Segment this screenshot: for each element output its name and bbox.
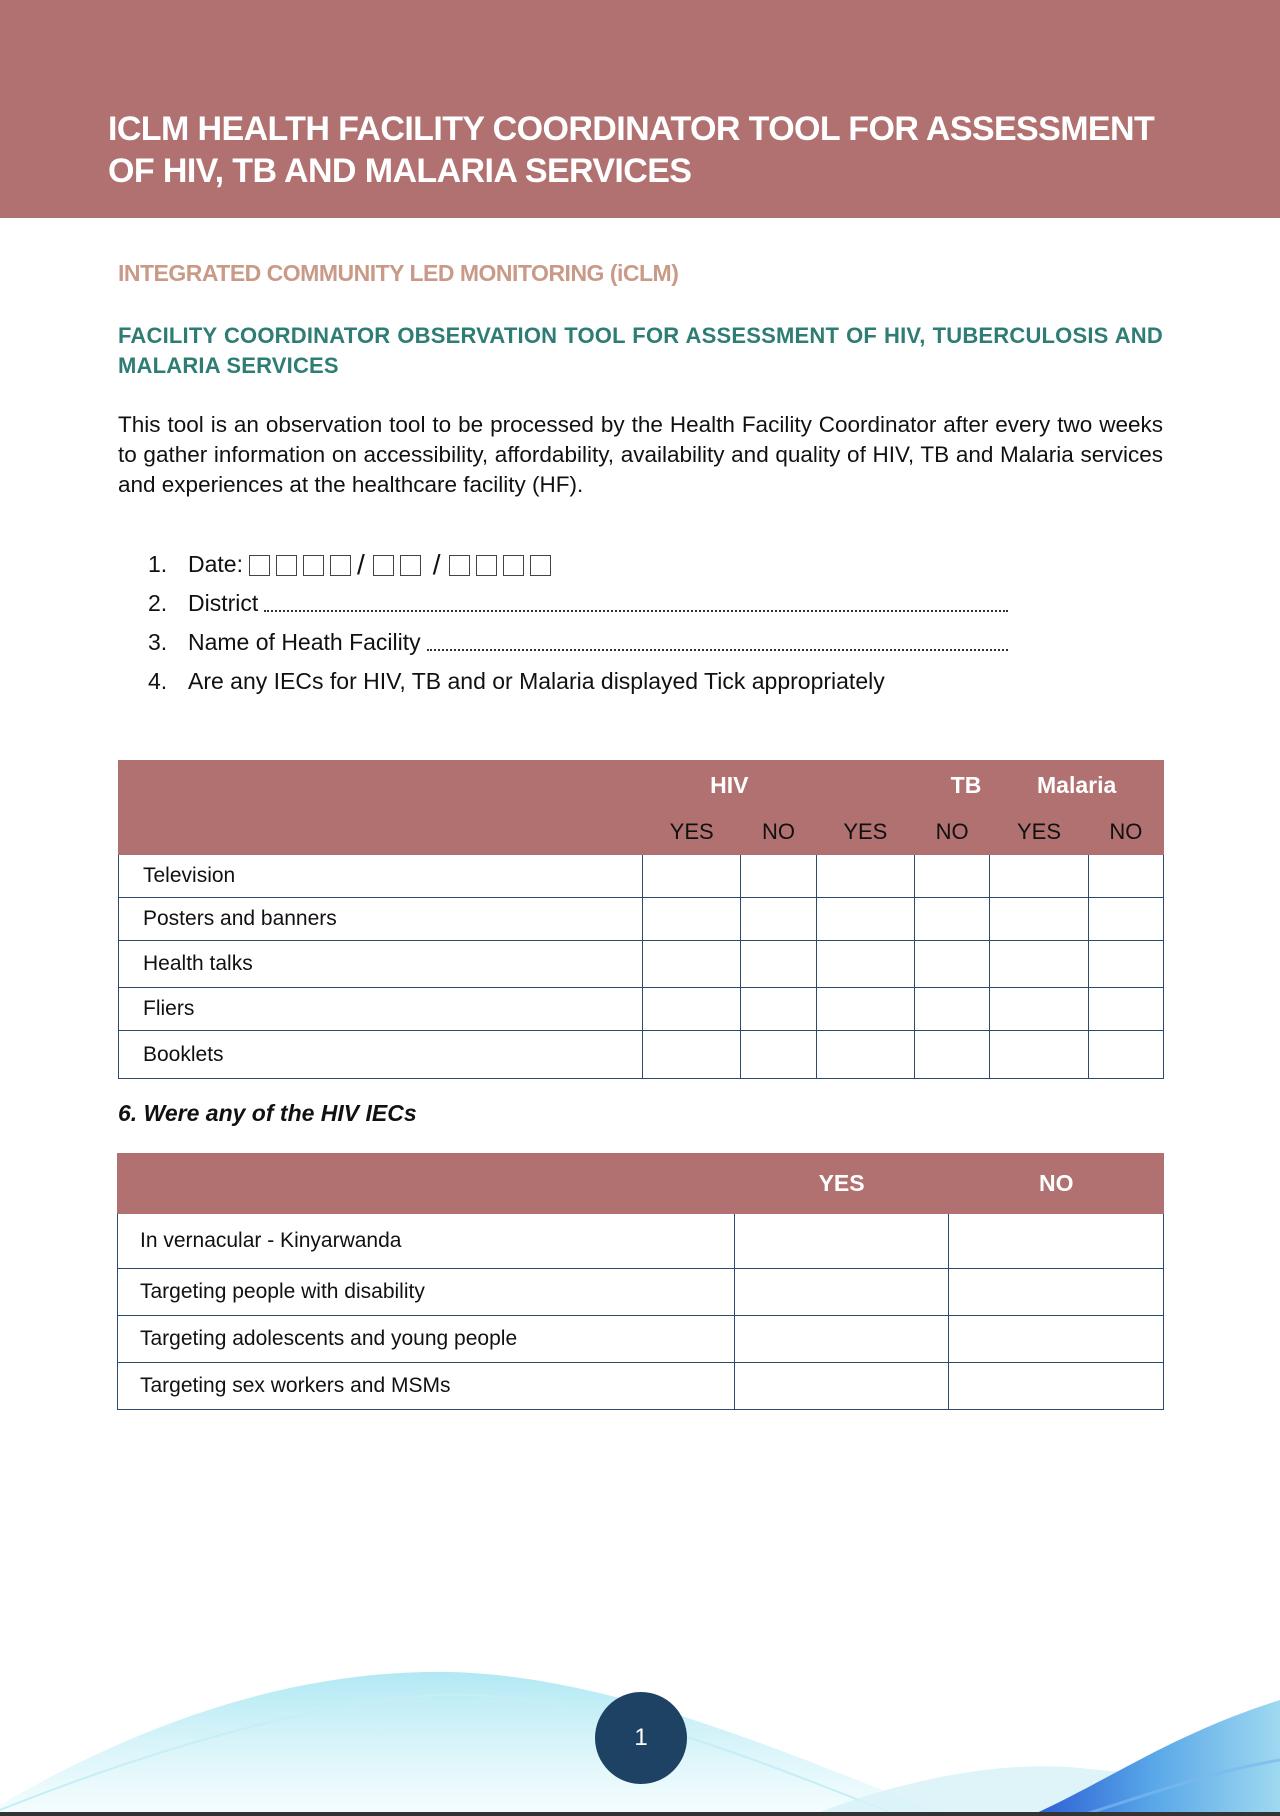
subheader-yes: YES (990, 810, 1088, 855)
subheader-no: NO (741, 810, 816, 855)
header-banner (0, 0, 1280, 218)
document-title: ICLM HEALTH FACILITY COORDINATOR TOOL FOR ASSESSMENT OF HIV, TB AND MALARIA SERVICES (108, 110, 1155, 190)
row-label: Television (119, 855, 643, 898)
tick-cell-tb-yes[interactable] (816, 988, 914, 1031)
tick-cell-hiv-yes[interactable] (643, 898, 741, 941)
date-digit-box[interactable] (373, 555, 394, 576)
tick-cell-malaria-no[interactable] (1088, 1031, 1163, 1079)
question-facility-name (148, 623, 1008, 662)
date-digit-box[interactable] (530, 555, 551, 576)
question-number: 3. (148, 629, 168, 655)
tick-cell-tb-no[interactable] (915, 855, 990, 898)
question-list (148, 545, 1008, 701)
tick-cell-no[interactable] (949, 1316, 1164, 1363)
organization-subtitle: INTEGRATED COMMUNITY LED MONITORING (iCLM) (118, 260, 679, 286)
tick-cell-malaria-yes[interactable] (990, 855, 1088, 898)
tick-cell-malaria-yes[interactable] (990, 941, 1088, 988)
header-no: NO (949, 1154, 1164, 1214)
tick-cell-tb-no[interactable] (915, 941, 990, 988)
question-label: Are any IECs for HIV, TB and or Malaria displayed Tick appropriately (188, 668, 885, 694)
question-number: 4. (148, 668, 168, 694)
tick-cell-hiv-no[interactable] (741, 988, 816, 1031)
tick-cell-yes[interactable] (734, 1363, 949, 1410)
question-date (148, 545, 1008, 584)
date-digit-box[interactable] (503, 555, 524, 576)
tick-cell-hiv-yes[interactable] (643, 988, 741, 1031)
subheader-yes: YES (816, 810, 914, 855)
subheader-yes: YES (643, 810, 741, 855)
tick-cell-hiv-no[interactable] (741, 1031, 816, 1079)
question-number: 1. (148, 551, 168, 577)
tick-cell-malaria-no[interactable] (1088, 855, 1163, 898)
tick-cell-yes[interactable] (734, 1214, 949, 1269)
tick-cell-tb-no[interactable] (915, 988, 990, 1031)
date-digit-box[interactable] (276, 555, 297, 576)
question-district (148, 584, 1008, 623)
subheader-no: NO (1088, 810, 1163, 855)
tick-cell-hiv-yes[interactable] (643, 941, 741, 988)
tick-cell-hiv-no[interactable] (741, 898, 816, 941)
tick-cell-malaria-yes[interactable] (990, 898, 1088, 941)
tick-cell-malaria-no[interactable] (1088, 941, 1163, 988)
question-label: Name of Heath Facility (188, 629, 421, 655)
row-label: Fliers (119, 988, 643, 1031)
tick-cell-malaria-yes[interactable] (990, 1031, 1088, 1079)
district-field[interactable] (264, 584, 1008, 612)
row-label: Health talks (119, 941, 643, 988)
table-row (118, 1363, 1164, 1410)
table-row (118, 1269, 1164, 1316)
row-label: Targeting people with disability (118, 1269, 735, 1316)
tick-cell-tb-yes[interactable] (816, 1031, 914, 1079)
intro-paragraph: This tool is an observation tool to be processed by the Health Facility Coordinator after every two weeks to gather information on accessibility, affordability, availability and quality of HIV, TB and Malaria services and experiences at the healthcare facility (HF). (118, 412, 1163, 497)
tick-cell-tb-yes[interactable] (816, 855, 914, 898)
table-row (119, 855, 1164, 898)
iec-display-table (118, 760, 1164, 1079)
tick-cell-no[interactable] (949, 1269, 1164, 1316)
row-label: Targeting adolescents and young people (118, 1316, 735, 1363)
section-title: FACILITY COORDINATOR OBSERVATION TOOL FOR ASSESSMENT OF HIV, TUBERCULOSIS AND MALARIA SERVICES (118, 323, 1163, 378)
tick-cell-tb-no[interactable] (915, 1031, 990, 1079)
table-row (119, 988, 1164, 1031)
row-label: Posters and banners (119, 898, 643, 941)
tick-cell-no[interactable] (949, 1363, 1164, 1410)
hiv-iec-target-table (117, 1153, 1164, 1410)
row-label: Booklets (119, 1031, 643, 1079)
tick-cell-hiv-no[interactable] (741, 855, 816, 898)
question-number: 2. (148, 590, 168, 616)
tick-cell-malaria-no[interactable] (1088, 898, 1163, 941)
group-header-malaria: Malaria (990, 761, 1164, 810)
date-separator: / (432, 549, 441, 580)
table-row (118, 1316, 1164, 1363)
row-label: In vernacular - Kinyarwanda (118, 1214, 735, 1269)
table-row (119, 1031, 1164, 1079)
tick-cell-no[interactable] (949, 1214, 1164, 1269)
date-separator: / (356, 549, 365, 580)
date-field[interactable] (249, 545, 557, 584)
table-row (118, 1214, 1164, 1269)
date-digit-box[interactable] (476, 555, 497, 576)
tick-cell-yes[interactable] (734, 1269, 949, 1316)
tick-cell-hiv-no[interactable] (741, 941, 816, 988)
question-label: District (188, 590, 259, 616)
tick-cell-tb-yes[interactable] (816, 898, 914, 941)
header-blank (118, 1154, 735, 1214)
row-label: Targeting sex workers and MSMs (118, 1363, 735, 1410)
tick-cell-malaria-no[interactable] (1088, 988, 1163, 1031)
date-digit-box[interactable] (303, 555, 324, 576)
header-yes: YES (734, 1154, 949, 1214)
header-blank (119, 761, 643, 855)
date-digit-box[interactable] (249, 555, 270, 576)
question-iec-display (148, 662, 1008, 701)
bottom-edge-bar (0, 1812, 1280, 1816)
tick-cell-hiv-yes[interactable] (643, 855, 741, 898)
date-digit-box[interactable] (449, 555, 470, 576)
tick-cell-yes[interactable] (734, 1316, 949, 1363)
date-digit-box[interactable] (330, 555, 351, 576)
table-row (119, 941, 1164, 988)
group-header-tb: TB (816, 761, 990, 810)
tick-cell-tb-yes[interactable] (816, 941, 914, 988)
date-digit-box[interactable] (400, 555, 421, 576)
tick-cell-tb-no[interactable] (915, 898, 990, 941)
question-6-label: 6. Were any of the HIV IECs (118, 1100, 417, 1126)
table-row (119, 898, 1164, 941)
subheader-no: NO (915, 810, 990, 855)
tick-cell-hiv-yes[interactable] (643, 1031, 741, 1079)
group-header-hiv: HIV (643, 761, 817, 810)
page-number-badge: 1 (595, 1692, 687, 1784)
question-label: Date: (188, 551, 243, 577)
facility-name-field[interactable] (427, 623, 1008, 651)
tick-cell-malaria-yes[interactable] (990, 988, 1088, 1031)
